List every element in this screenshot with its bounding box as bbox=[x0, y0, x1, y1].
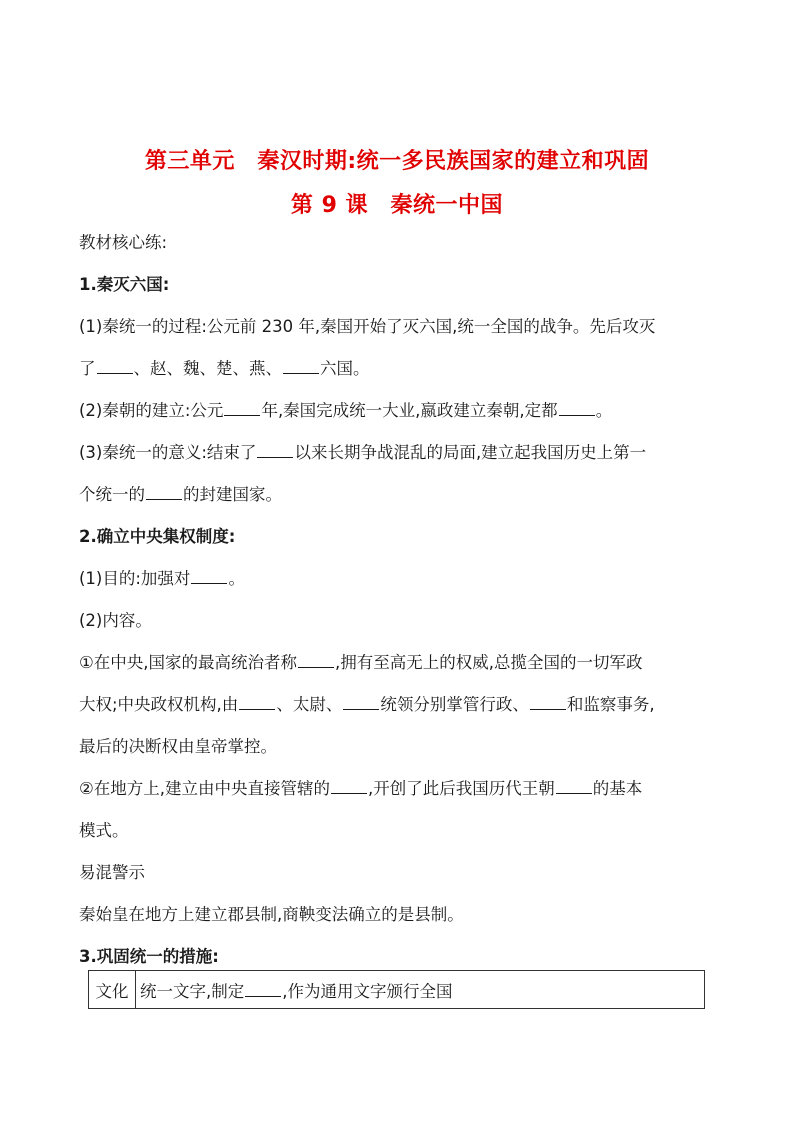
answer-blank[interactable] bbox=[239, 695, 275, 710]
table-cell-key: 文化 bbox=[89, 971, 136, 1009]
note-text: 秦始皇在地方上建立郡县制,商鞅变法确立的是县制。 bbox=[79, 905, 464, 924]
text: 个统一的 bbox=[79, 485, 145, 504]
text: ①在中央,国家的最高统治者称 bbox=[79, 653, 298, 672]
section1-p1a: (1)秦统一的过程:公元前 230 年,秦国开始了灭六国,统一全国的战争。先后攻灭 bbox=[79, 317, 656, 336]
answer-blank[interactable] bbox=[257, 443, 293, 458]
text: ,拥有至高无上的权威,总揽全国的一切军政 bbox=[335, 653, 643, 672]
text: 、赵、魏、楚、燕、 bbox=[133, 359, 282, 378]
text: 。 bbox=[595, 401, 613, 420]
section1-p1b bbox=[79, 358, 719, 380]
measures-table bbox=[88, 970, 705, 1009]
text: 。 bbox=[228, 569, 245, 588]
answer-blank[interactable] bbox=[559, 401, 595, 416]
intro-label: 教材核心练: bbox=[79, 233, 168, 252]
answer-blank[interactable] bbox=[331, 779, 367, 794]
text: ②在地方上,建立由中央直接管辖的 bbox=[79, 779, 331, 798]
section2-heading: 2.确立中央集权制度: bbox=[79, 527, 236, 546]
text: 的封建国家。 bbox=[183, 485, 282, 504]
answer-blank[interactable] bbox=[530, 695, 566, 710]
section2-c1b bbox=[79, 694, 719, 716]
unit-title: 第三单元 秦汉时期:统一多民族国家的建立和巩固 bbox=[144, 149, 650, 174]
lesson-title: 第 9 课 秦统一中国 bbox=[290, 193, 504, 218]
text: 六国。 bbox=[320, 359, 370, 378]
note-label: 易混警示 bbox=[79, 863, 145, 882]
text: (1)目的:加强对 bbox=[79, 569, 191, 588]
section2-c2b: 模式。 bbox=[79, 821, 129, 840]
answer-blank[interactable] bbox=[343, 695, 379, 710]
text: 以来长期争战混乱的局面,建立起我国历史上第一 bbox=[294, 443, 647, 462]
text: 大权;中央政权机构,由 bbox=[79, 695, 239, 714]
text: (2)秦朝的建立:公元 bbox=[79, 401, 224, 420]
answer-blank[interactable] bbox=[245, 982, 281, 997]
text: (3)秦统一的意义:结束了 bbox=[79, 443, 257, 462]
answer-blank[interactable] bbox=[224, 401, 260, 416]
table-row bbox=[89, 971, 705, 1009]
section2-c1c: 最后的决断权由皇帝掌控。 bbox=[79, 737, 277, 756]
section3-heading: 3.巩固统一的措施: bbox=[79, 947, 219, 966]
text: 统一文字,制定 bbox=[140, 981, 245, 1001]
answer-blank[interactable] bbox=[146, 485, 182, 500]
section1-heading: 1.秦灭六国: bbox=[79, 275, 170, 294]
table-cell-value bbox=[136, 971, 705, 1009]
section2-c2a bbox=[79, 778, 719, 800]
text: 、太尉、 bbox=[276, 695, 343, 714]
answer-blank[interactable] bbox=[298, 653, 334, 668]
text: 统领分别掌管行政、 bbox=[380, 695, 529, 714]
answer-blank[interactable] bbox=[97, 359, 133, 374]
text: 和监察事务, bbox=[566, 695, 655, 714]
text: 了 bbox=[79, 359, 96, 378]
section1-p3a bbox=[79, 442, 719, 464]
section2-p2: (2)内容。 bbox=[79, 611, 152, 630]
section2-p1 bbox=[79, 568, 719, 590]
answer-blank[interactable] bbox=[283, 359, 319, 374]
text: 年,秦国完成统一大业,嬴政建立秦朝,定都 bbox=[261, 401, 558, 420]
text: ,开创了此后我国历代王朝 bbox=[368, 779, 555, 798]
section1-p2 bbox=[79, 400, 719, 422]
section1-p3b bbox=[79, 484, 719, 506]
section2-c1a bbox=[79, 652, 719, 674]
answer-blank[interactable] bbox=[191, 569, 227, 584]
text: 的基本 bbox=[592, 779, 643, 798]
answer-blank[interactable] bbox=[556, 779, 592, 794]
text: ,作为通用文字颁行全国 bbox=[282, 981, 453, 1001]
